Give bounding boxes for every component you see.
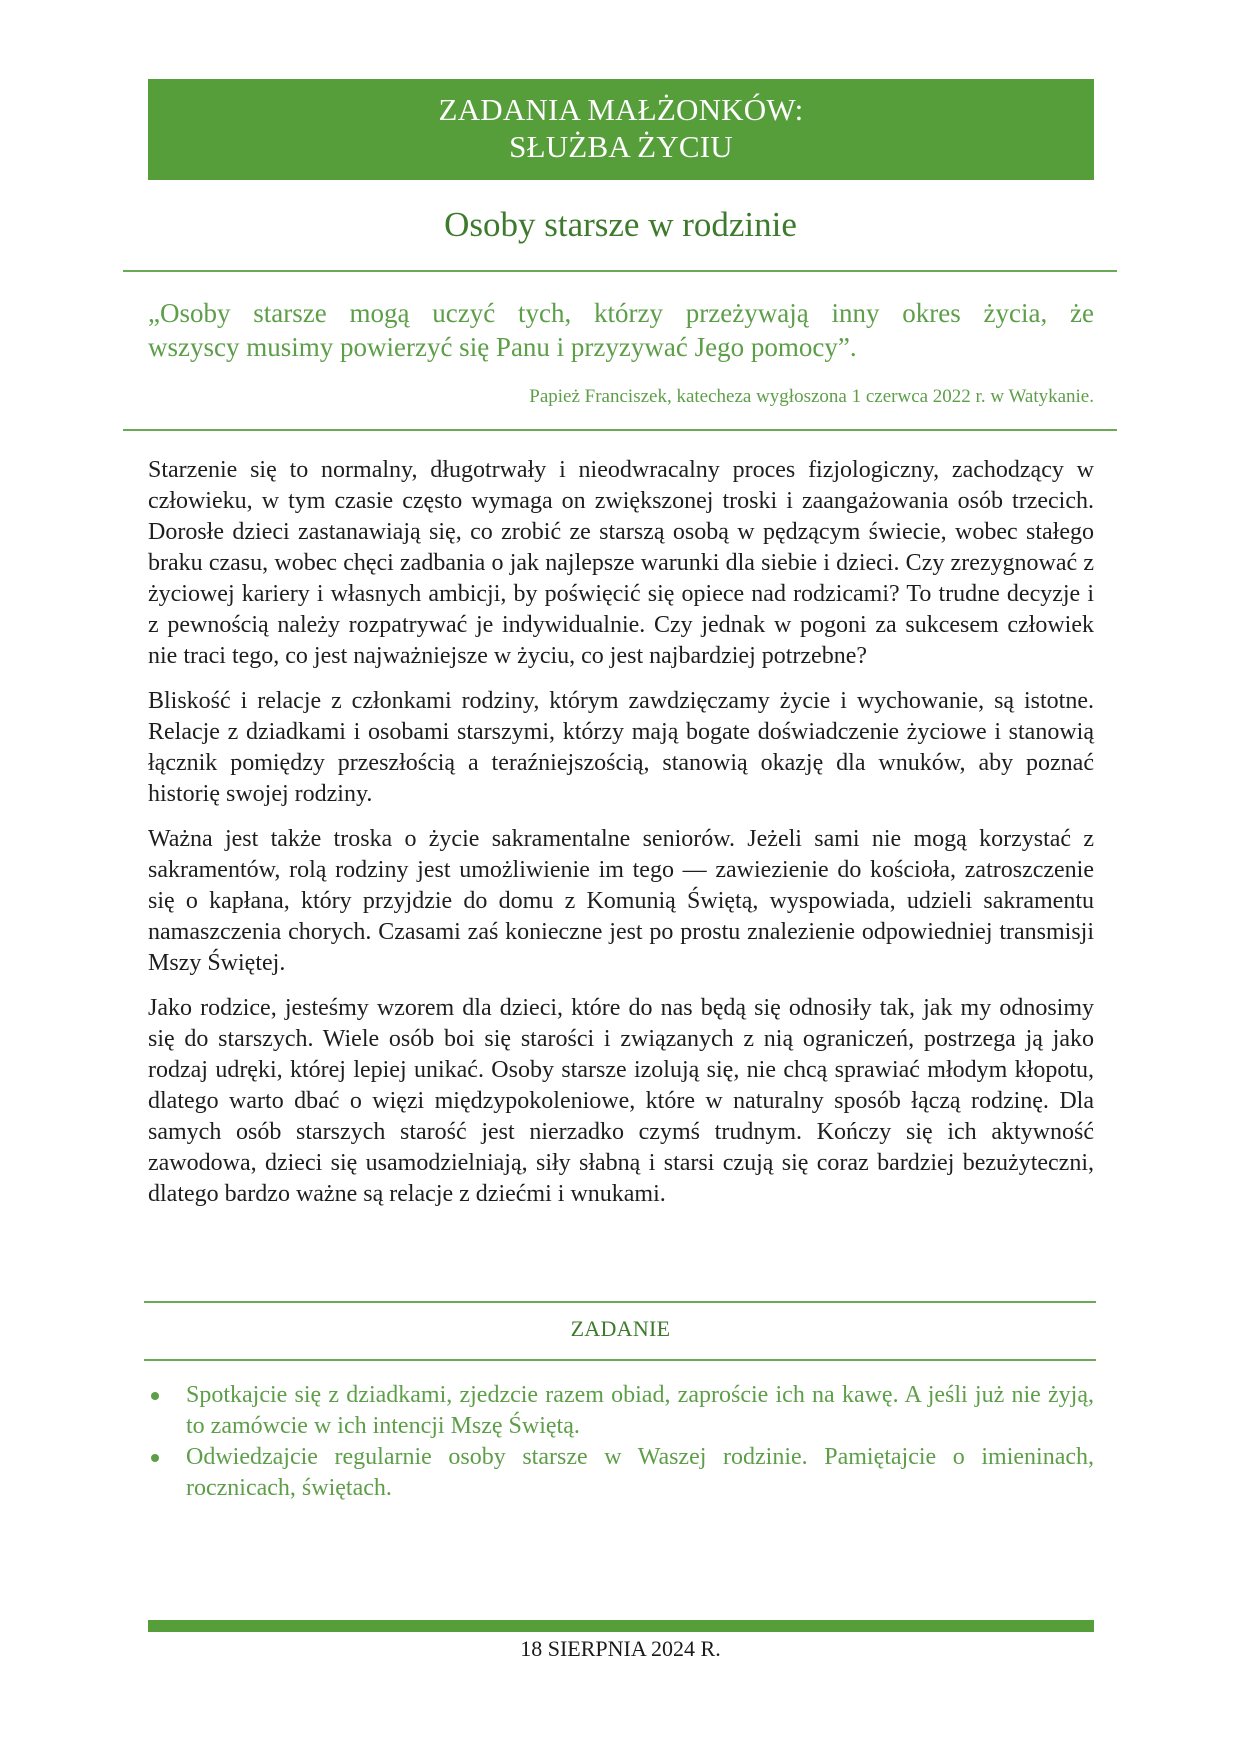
footer-bar [148,1620,1094,1632]
body-paragraph: Starzenie się to normalny, długotrwały i nieodwracalny proces fizjologiczny, zachodzący w człowieku, w tym czasie często wymaga on zwiększonej troski i zaangażowania osób trzecich. Dorosłe dzieci zastanawiają się, co zrobić ze starszą osobą w pędzącym świecie, wobec stałego braku czasu, wobec chęci zadbania o jak najlepsze warunki dla siebie i dzieci. Czy zrezygnować z życiowej kariery i własnych ambicji, by poświęcić się opiece nad rodzicami? To trudne decyzje i z pewnością należy rozpatrywać je indywidualnie. Czy jednak w pogoni za sukcesem człowiek nie traci tego, co jest najważniejsze w życiu, co jest najbardziej potrzebne? [148,457,1094,669]
bullet-icon [151,1392,159,1400]
task-item [148,1380,1094,1442]
page-subtitle: Osoby starsze w rodzinie [444,205,797,244]
task-item [148,1442,1094,1504]
task-item-text: Spotkajcie się z dziadkami, zjedzcie razem obiad, zaproście ich na kawę. A jeśli już nie żyją, to zamówcie w ich intencji Mszę Świętą. [186,1382,1094,1439]
divider-top [123,270,1117,272]
body-paragraph: Jako rodzice, jesteśmy wzorem dla dzieci, które do nas będą się odnosiły tak, jak my odnosimy się do starszych. Wiele osób boi się starości i związanych z nią ograniczeń, postrzega ją jako rodzaj udręki, której lepiej unikać. Osoby starsze izolują się, nie chcą sprawiać młodym kłopotu, dlatego warto dbać o więzi międzypokoleniowe, które w naturalny sposób łączą rodzinę. Dla samych osób starszych starość jest nierzadko czymś trudnym. Kończy się ich aktywność zawodowa, dzieci się usamodzielniają, siły słabną i starsi czują się coraz bardziej bezużyteczni, dlatego bardzo ważne są relacje z dziećmi i wnukami. [148,995,1094,1207]
divider-quote-bottom [123,429,1117,431]
body-text [148,455,1094,1224]
body-paragraph: Ważna jest także troska o życie sakramentalne seniorów. Jeżeli sami nie mogą korzystać z sakramentów, rolą rodziny jest umożliwienie im tego — zawiezienie do kościoła, zatroszczenie się o kapłana, który przyjdzie do domu z Komunią Świętą, wyspowiada, udzieli sakramentu namaszczenia chorych. Czasami zaś konieczne jest po prostu znalezienie odpowiedniej transmisji Mszy Świętej. [148,826,1094,976]
divider-task-bottom [144,1359,1096,1361]
divider-task-top [144,1301,1096,1303]
task-item-text: Odwiedzajcie regularnie osoby starsze w Waszej rodzinie. Pamiętajcie o imieninach, rocznicach, świętach. [186,1444,1094,1501]
task-heading: ZADANIE [570,1316,671,1341]
title-line-2: SŁUŻBA ŻYCIU [509,129,733,164]
quote-line-1: „Osoby starsze mogą uczyć tych, którzy przeżywają inny okres życia, że [148,298,1094,328]
bullet-icon [151,1454,159,1462]
quote [148,296,1094,364]
title-banner [148,79,1094,180]
quote-line-2: wszyscy musimy powierzyć się Panu i przyzywać Jego pomocy”. [148,332,857,362]
body-paragraph: Bliskość i relacje z członkami rodziny, którym zawdzięczamy życie i wychowanie, są istotne. Relacje z dziadkami i osobami starszymi, którzy mają bogate doświadczenie życiowe i stanowią łącznik pomiędzy przeszłością a teraźniejszością, stanowią okazję dla wnuków, aby poznać historię swojej rodziny. [148,688,1094,807]
footer-date: 18 SIERPNIA 2024 R. [520,1636,721,1661]
task-list [148,1380,1094,1504]
quote-citation: Papież Franciszek, katecheza wygłoszona 1 czerwca 2022 r. w Watykanie. [529,386,1094,407]
title-line-1: ZADANIA MAŁŻONKÓW: [438,92,804,127]
